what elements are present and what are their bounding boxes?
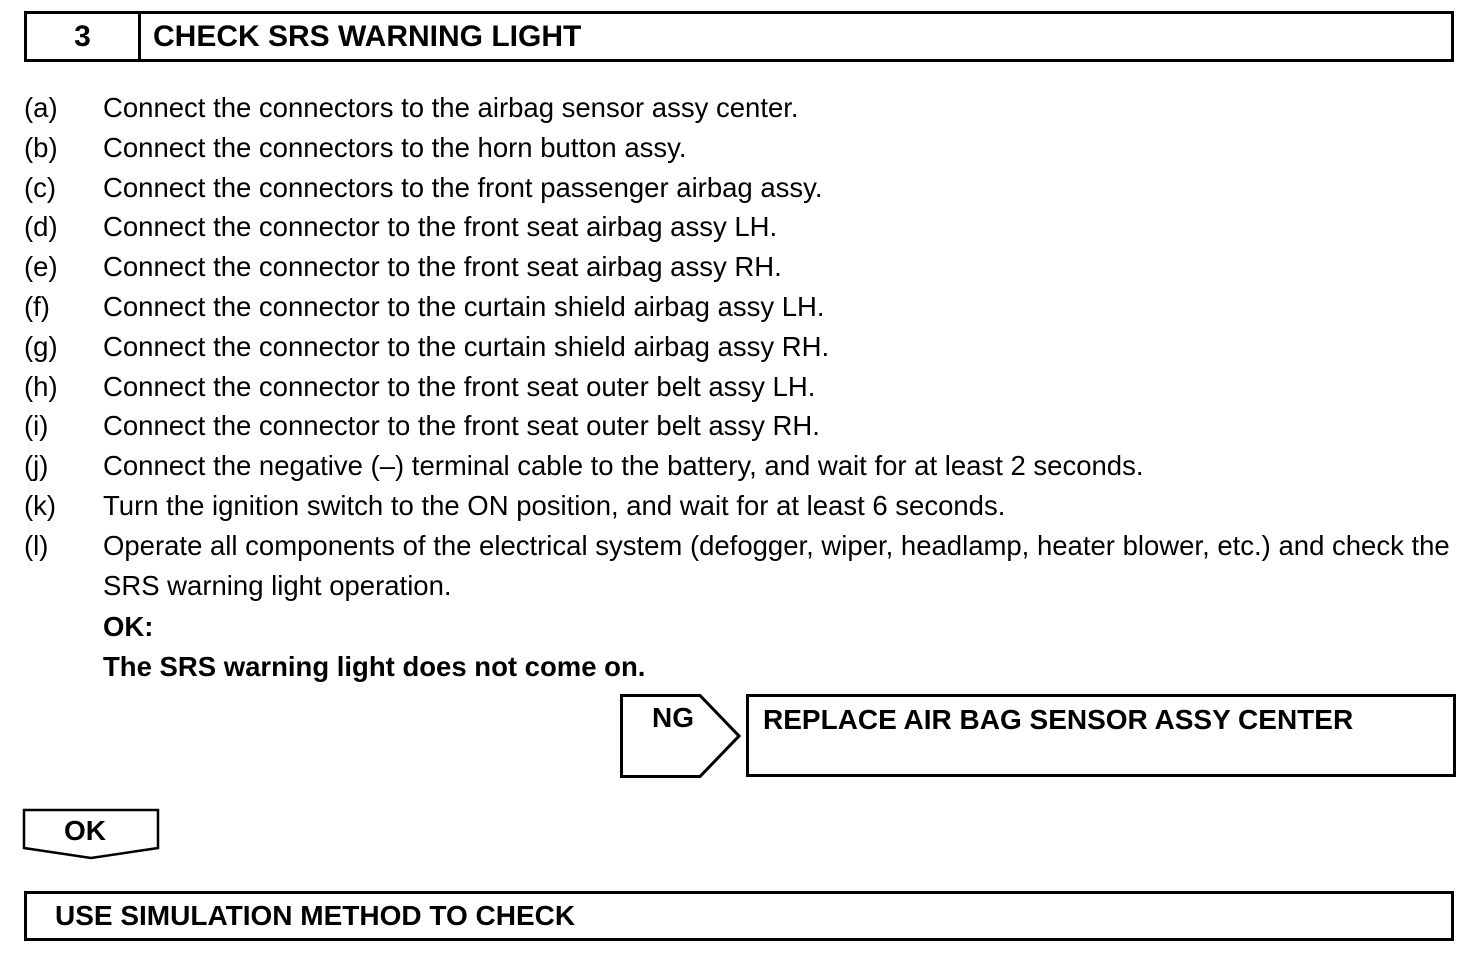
step-letter: (b) [24, 131, 58, 163]
step-text: Connect the connector to the front seat airbag assy LH. [103, 211, 778, 243]
step-letter: (f) [24, 290, 50, 322]
ng-result-text: REPLACE AIR BAG SENSOR ASSY CENTER [763, 704, 1354, 735]
step-a [24, 88, 1464, 128]
step-b [24, 128, 1464, 168]
ok-condition-text: The SRS warning light does not come on. [103, 650, 646, 682]
step-text: Connect the connector to the front seat outer belt assy RH. [103, 410, 820, 442]
step-letter: (a) [24, 92, 58, 123]
step-c [24, 168, 1464, 208]
step-l [24, 526, 1464, 606]
step-text: Operate all components of the electrical system (defogger, wiper, headlamp, heater blower, etc.) and check the SRS warning light operation. [103, 529, 1450, 601]
step-e [24, 247, 1464, 287]
step-d [24, 207, 1464, 247]
step-letter: (g) [24, 330, 58, 362]
step-text: Connect the negative (–) terminal cable to the battery, and wait for at least 2 seconds. [103, 450, 1144, 482]
step-text: Connect the connector to the front seat outer belt assy LH. [103, 370, 816, 402]
step-letter: (j) [24, 450, 49, 482]
step-letter: (i) [24, 410, 49, 442]
ok-label: OK [64, 815, 106, 846]
step-letter: (e) [24, 251, 58, 283]
step-text: Turn the ignition switch to the ON position, and wait for at least 6 seconds. [103, 489, 1006, 521]
step-text: Connect the connector to the front seat airbag assy RH. [103, 251, 782, 283]
step-header [24, 11, 1454, 62]
step-letter: (h) [24, 370, 58, 402]
step-h [24, 367, 1464, 407]
step-g [24, 327, 1464, 367]
ng-label: NG [652, 702, 694, 733]
final-action-box [24, 891, 1454, 941]
step-number: 3 [27, 14, 141, 59]
ng-result-box [746, 694, 1456, 777]
step-j [24, 446, 1464, 486]
step-text: Connect the connector to the curtain shield airbag assy LH. [103, 290, 825, 322]
step-text: Connect the connectors to the airbag sensor assy center. [103, 92, 799, 123]
final-action-text: USE SIMULATION METHOD TO CHECK [55, 900, 576, 931]
step-k [24, 486, 1464, 526]
step-letter: (d) [24, 211, 58, 243]
step-title: CHECK SRS WARNING LIGHT [153, 19, 582, 53]
procedure-steps [24, 88, 1464, 605]
step-text: Connect the connectors to the horn button assy. [103, 131, 687, 163]
step-text: Connect the connector to the curtain shield airbag assy RH. [103, 330, 830, 362]
step-letter: (l) [24, 529, 49, 561]
ok-condition-label: OK: [103, 611, 154, 642]
step-letter: (c) [24, 171, 57, 203]
step-text: Connect the connectors to the front passenger airbag assy. [103, 171, 823, 203]
step-i [24, 406, 1464, 446]
ok-condition [103, 607, 645, 687]
step-letter: (k) [24, 489, 57, 521]
step-f [24, 287, 1464, 327]
